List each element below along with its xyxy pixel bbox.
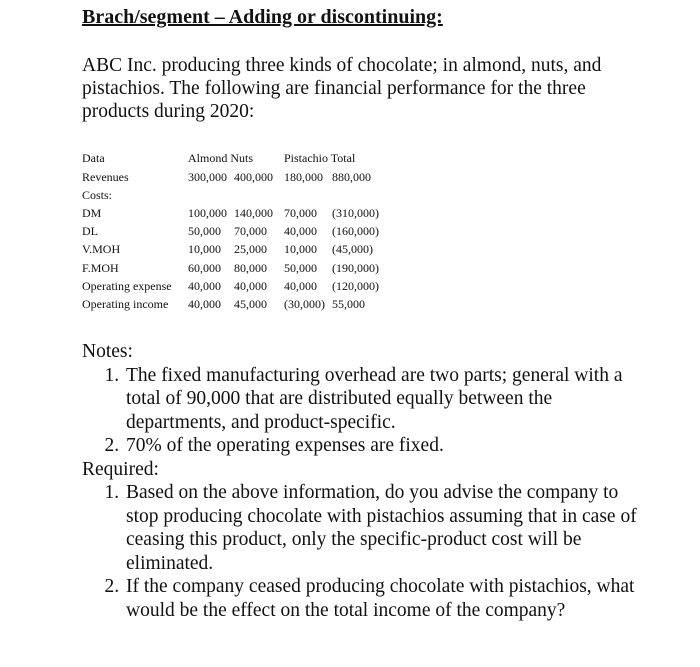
cell-nuts: 70,000 xyxy=(234,224,267,239)
table-row xyxy=(82,186,392,204)
note-item: 1. The fixed manufacturing overhead are two parts; general with a total of 90,000 that are distributed equally between the departments, and product-specific. xyxy=(124,364,642,435)
header-data: Data xyxy=(82,150,105,165)
cell-total: (190,000) xyxy=(332,260,379,275)
header-pistachio: Pistachio xyxy=(284,150,328,165)
table-row xyxy=(82,259,392,277)
table-row xyxy=(82,223,392,241)
row-label: DL xyxy=(82,224,98,239)
cell-almond: 60,000 xyxy=(188,260,221,275)
required-list xyxy=(82,481,642,622)
cell-pistachio: (30,000) xyxy=(284,296,325,311)
table-row xyxy=(82,277,392,295)
cell-nuts: 140,000 xyxy=(234,205,273,220)
row-label: Costs: xyxy=(82,187,113,202)
cell-almond: 50,000 xyxy=(188,224,221,239)
notes-list xyxy=(82,364,642,458)
cell-pistachio: 10,000 xyxy=(284,242,317,257)
row-label: F.MOH xyxy=(82,260,119,275)
notes-section xyxy=(82,340,642,622)
cell-total: (120,000) xyxy=(332,278,379,293)
cell-almond xyxy=(188,186,234,204)
cell-almond: 10,000 xyxy=(188,242,221,257)
cell-almond: 100,000 xyxy=(188,205,227,220)
cell-total: (310,000) xyxy=(332,205,379,220)
table-row xyxy=(82,204,392,222)
cell-total: 880,000 xyxy=(332,169,371,184)
cell-almond: 40,000 xyxy=(188,278,221,293)
cell-pistachio: 180,000 xyxy=(284,169,323,184)
cell-nuts xyxy=(234,186,284,204)
cell-pistachio: 40,000 xyxy=(284,224,317,239)
cell-almond: 40,000 xyxy=(188,296,221,311)
cell-almond: 300,000 xyxy=(188,169,227,184)
cell-pistachio xyxy=(284,186,325,204)
header-total: Total xyxy=(330,150,356,165)
table-row xyxy=(82,295,392,313)
cell-pistachio: 40,000 xyxy=(284,278,317,293)
document-title: Brach/segment – Adding or discontinuing: xyxy=(82,6,443,28)
notes-heading: Notes: xyxy=(82,341,133,362)
cell-total: (160,000) xyxy=(332,224,379,239)
row-label: V.MOH xyxy=(82,242,121,257)
financial-table xyxy=(82,148,392,314)
cell-total: (45,000) xyxy=(332,242,373,257)
cell-nuts: 45,000 xyxy=(234,296,267,311)
row-label: DM xyxy=(82,205,102,220)
required-heading: Required: xyxy=(82,458,159,480)
row-label: Revenues xyxy=(82,169,129,184)
cell-total: 55,000 xyxy=(332,296,365,311)
note-item: 2. 70% of the operating expenses are fixed. xyxy=(124,434,642,458)
cell-nuts: 400,000 xyxy=(234,169,273,184)
table-header-row xyxy=(82,148,392,168)
intro-paragraph: ABC Inc. producing three kinds of chocolate; in almond, nuts, and pistachios. The following are financial performance for the three products during 2020: xyxy=(82,55,602,122)
header-almond-nuts: Almond Nuts xyxy=(188,150,254,165)
table-row xyxy=(82,241,392,259)
cell-total xyxy=(325,186,392,204)
row-label: Operating income xyxy=(82,296,169,311)
table-row xyxy=(82,168,392,186)
cell-nuts: 80,000 xyxy=(234,260,267,275)
cell-nuts: 25,000 xyxy=(234,242,267,257)
required-item: 2. If the company ceased producing chocolate with pistachios, what would be the effect on the total income of the company? xyxy=(124,575,642,622)
cell-pistachio: 70,000 xyxy=(284,205,317,220)
cell-pistachio: 50,000 xyxy=(284,260,317,275)
required-item: 1. Based on the above information, do you advise the company to stop producing chocolate with pistachios assuming that in case of ceasing this product, only the specific-product cost will be eliminated. xyxy=(124,481,642,575)
row-label: Operating expense xyxy=(82,278,172,293)
cell-nuts: 40,000 xyxy=(234,278,267,293)
header-pistachio-total xyxy=(284,148,392,168)
